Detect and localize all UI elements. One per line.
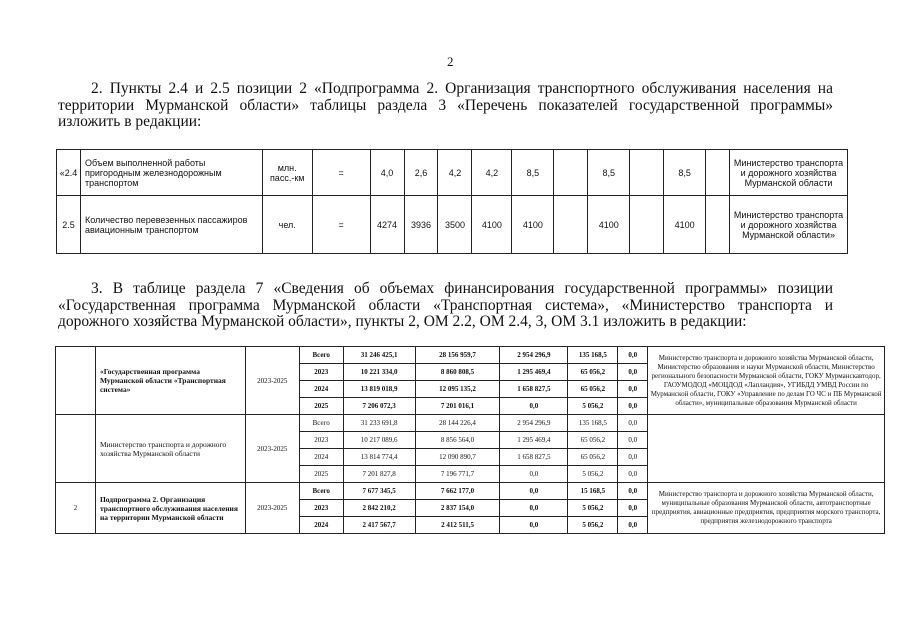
other-cell: 0,0 [618,398,648,415]
budget-cell: 2 412 511,5 [415,517,500,534]
executor-cell: Министерство транспорта и дорожного хозяйства Мурманской области, муниципальные образования Мурманской области, автотранспортные предприятия, авиационные предприятия, предприятия морского транспорта, предприятия железнодорожного транспорта [648,483,885,534]
local-cell: 15 168,5 [568,483,618,500]
other-cell: 0,0 [618,364,648,381]
federal-cell: 2 954 296,9 [500,347,568,364]
value-cell [706,150,730,196]
other-cell: 0,0 [618,415,648,432]
total-cell: 2 417 567,7 [343,517,415,534]
table-row [56,415,885,432]
paragraph-3 [58,281,833,331]
local-cell: 65 056,2 [568,364,618,381]
other-cell: 0,0 [618,449,648,466]
executor-cell: Министерство транспорта и дорожного хозяйства Мурманской области» [730,196,848,254]
table-row [57,196,848,254]
total-cell: 31 233 691,8 [343,415,415,432]
local-cell: 5 056,2 [568,466,618,483]
paragraph-3-text: 3. В таблице раздела 7 «Сведения об объемах финансирования государственной программы» позиции «Государственная программа Мурманской области «Транспортная система», «Министерство транспорта и дорожного хозяйства Мурманской области», пункты 2, ОМ 2.2, ОМ 2.4, 3, ОМ 3.1 изложить в редакции: [58,280,833,330]
program-name: Министерство транспорта и дорожного хозяйства Мурманской области [95,415,245,483]
unit-cell: чел. [262,196,312,254]
total-cell: 31 246 425,1 [343,347,415,364]
value-cell [554,196,588,254]
local-cell: 135 168,5 [568,347,618,364]
total-cell: 13 814 774,4 [343,449,415,466]
item-number [56,347,96,415]
other-cell: 0,0 [618,500,648,517]
program-name: «Государственная программа Мурманской области «Транспортная система» [95,347,245,415]
local-cell: 65 056,2 [568,381,618,398]
period-cell: 2023-2025 [245,347,299,415]
period-cell: 2023-2025 [245,415,299,483]
local-cell: 135 168,5 [568,415,618,432]
table-row [57,150,848,196]
federal-cell: 1 658 827,5 [500,449,568,466]
year-cell: 2023 [299,500,343,517]
value-cell [630,150,664,196]
page-number: 2 [447,54,454,69]
value-cell: 3936 [404,196,438,254]
federal-cell: 1 295 469,4 [500,432,568,449]
total-cell: 7 201 827,8 [343,466,415,483]
federal-cell: 0,0 [500,483,568,500]
year-cell: 2024 [299,517,343,534]
item-number: 2 [56,483,96,534]
total-cell: 10 221 334,0 [343,364,415,381]
budget-cell: 7 201 016,1 [415,398,500,415]
year-cell: 2023 [299,364,343,381]
federal-cell: 2 954 296,9 [500,415,568,432]
value-cell: 4100 [664,196,706,254]
other-cell: 0,0 [618,432,648,449]
value-cell [630,196,664,254]
other-cell: 0,0 [618,347,648,364]
total-cell: 10 217 089,6 [343,432,415,449]
federal-cell: 1 295 469,4 [500,364,568,381]
year-cell: Всего [299,347,343,364]
year-cell: 2024 [299,449,343,466]
other-cell: 0,0 [618,483,648,500]
budget-cell: 2 837 154,0 [415,500,500,517]
paragraph-2-text: 2. Пункты 2.4 и 2.5 позиции 2 «Подпрограмма 2. Организация транспортного обслуживания населения на территории Мурманской области» таблицы раздела 3 «Перечень показателей государственной программы» изложить в редакции: [58,80,833,130]
year-cell: Всего [299,483,343,500]
executor-cell: Министерство транспорта и дорожного хозяйства Мурманской области [730,150,848,196]
value-cell: 4100 [588,196,630,254]
year-cell: 2024 [299,381,343,398]
local-cell: 65 056,2 [568,432,618,449]
other-cell: 0,0 [618,466,648,483]
value-cell: 4274 [370,196,404,254]
budget-cell: 7 662 177,0 [415,483,500,500]
value-cell: 3500 [438,196,472,254]
value-cell: 8,5 [512,150,554,196]
value-cell: 4,2 [472,150,512,196]
value-cell: 4100 [512,196,554,254]
executor-cell: Министерство транспорта и дорожного хозяйства Мурманской области, Министерство образования и науки Мурманской области, Министерство регионального безопасности Мурманской области, ГОКУ Мурманскавтодор, ГАОУМОДОД «МОЦДОД «Лапландия», УГИБДД УМВД России по Мурманской области, ГОКУ «Управление по делам ГО ЧС и ПБ Мурманской области», муниципальные образования Мурманской области [648,347,885,415]
year-cell: 2023 [299,432,343,449]
value-cell: 8,5 [664,150,706,196]
trend-sign: = [312,196,370,254]
other-cell: 0,0 [618,381,648,398]
trend-sign: = [312,150,370,196]
row-number: «2.4 [57,150,81,196]
total-cell: 7 677 345,5 [343,483,415,500]
budget-cell: 12 090 890,7 [415,449,500,466]
paragraph-2 [58,81,833,131]
unit-cell: млн. пасс.-км [262,150,312,196]
budget-cell: 28 144 226,4 [415,415,500,432]
value-cell [554,150,588,196]
indicator-name: Объем выполненной работы пригородным железнодорожным транспортом [80,150,262,196]
budget-cell: 7 196 771,7 [415,466,500,483]
federal-cell: 0,0 [500,398,568,415]
period-cell: 2023-2025 [245,483,299,534]
table-row [56,483,885,500]
budget-cell: 8 856 564,0 [415,432,500,449]
federal-cell: 0,0 [500,500,568,517]
total-cell: 2 842 210,2 [343,500,415,517]
program-name: Подпрограмма 2. Организация транспортного обслуживания населения на территории Мурманской области [95,483,245,534]
indicators-table [56,149,848,254]
local-cell: 5 056,2 [568,500,618,517]
local-cell: 5 056,2 [568,398,618,415]
executor-cell [648,415,885,483]
total-cell: 13 819 018,9 [343,381,415,398]
year-cell: 2025 [299,466,343,483]
federal-cell: 0,0 [500,517,568,534]
table-row [56,347,885,364]
value-cell: 4,2 [438,150,472,196]
value-cell: 4,0 [370,150,404,196]
value-cell: 4100 [472,196,512,254]
year-cell: Всего [299,415,343,432]
financing-table [55,346,885,534]
budget-cell: 28 156 959,7 [415,347,500,364]
value-cell [706,196,730,254]
budget-cell: 8 860 808,5 [415,364,500,381]
local-cell: 65 056,2 [568,449,618,466]
other-cell: 0,0 [618,517,648,534]
row-number: 2.5 [57,196,81,254]
budget-cell: 12 095 135,2 [415,381,500,398]
indicator-name: Количество перевезенных пассажиров авиационным транспортом [80,196,262,254]
value-cell: 8,5 [588,150,630,196]
federal-cell: 1 658 827,5 [500,381,568,398]
item-number [56,415,96,483]
federal-cell: 0,0 [500,466,568,483]
local-cell: 5 056,2 [568,517,618,534]
value-cell: 2,6 [404,150,438,196]
year-cell: 2025 [299,398,343,415]
total-cell: 7 206 072,3 [343,398,415,415]
